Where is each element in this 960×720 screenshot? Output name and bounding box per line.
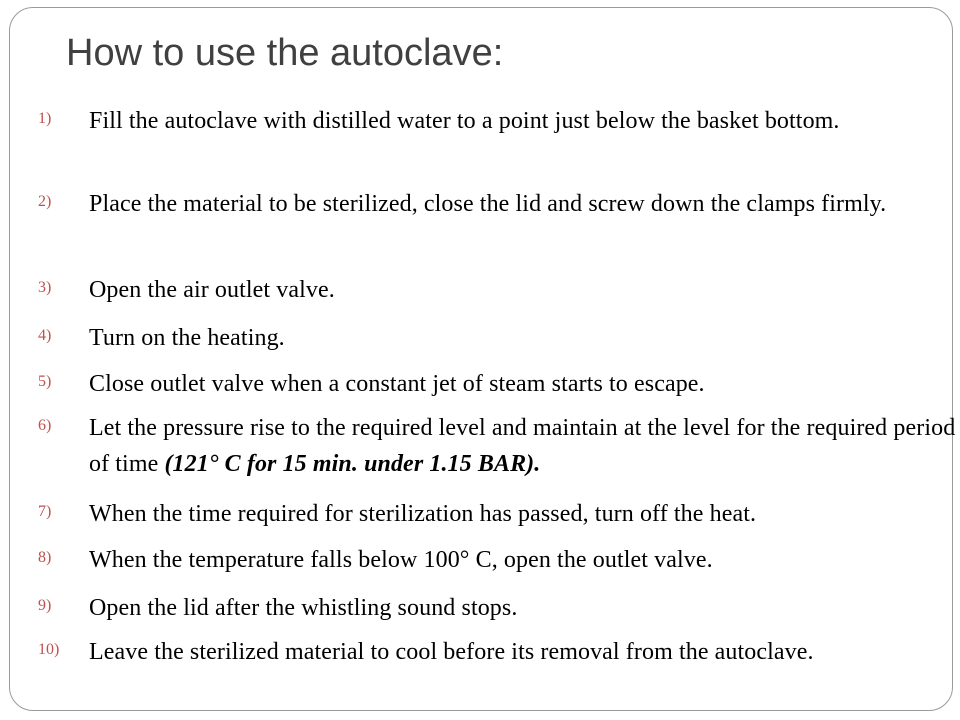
step-text: Leave the sterilized material to cool before its removal from the autoclave.: [89, 639, 814, 665]
step-number: 1): [38, 110, 52, 127]
slide-title: How to use the autoclave:: [66, 32, 504, 74]
step-number: 9): [38, 597, 52, 614]
step-number: 5): [38, 373, 52, 390]
step-text: Place the material to be sterilized, close the lid and screw down the clamps firmly.: [89, 191, 887, 217]
step-text: Open the lid after the whistling sound stops.: [89, 595, 518, 621]
step-text: Turn on the heating.: [89, 325, 285, 351]
step-number: 4): [38, 327, 52, 344]
step-text: When the temperature falls below 100° C, open the outlet valve.: [89, 547, 713, 573]
step-text-plain: Let the pressure rise to the required level and maintain at the level for the required period of time: [89, 415, 956, 477]
step-text: Open the air outlet valve.: [89, 277, 335, 303]
step-number: 2): [38, 193, 52, 210]
step-number: 7): [38, 503, 52, 520]
step-number: 8): [38, 549, 52, 566]
step-text: [89, 410, 957, 482]
step-text: Fill the autoclave with distilled water to a point just below the basket bottom.: [89, 108, 840, 134]
step-text: When the time required for sterilization has passed, turn off the heat.: [89, 501, 757, 527]
step-number: 10): [38, 641, 60, 658]
step-number: 3): [38, 279, 52, 296]
step-number: 6): [38, 417, 52, 434]
sterilization-parameters: (121° C for 15 min. under 1.15 BAR).: [164, 451, 541, 477]
step-text: Close outlet valve when a constant jet of steam starts to escape.: [89, 371, 705, 397]
